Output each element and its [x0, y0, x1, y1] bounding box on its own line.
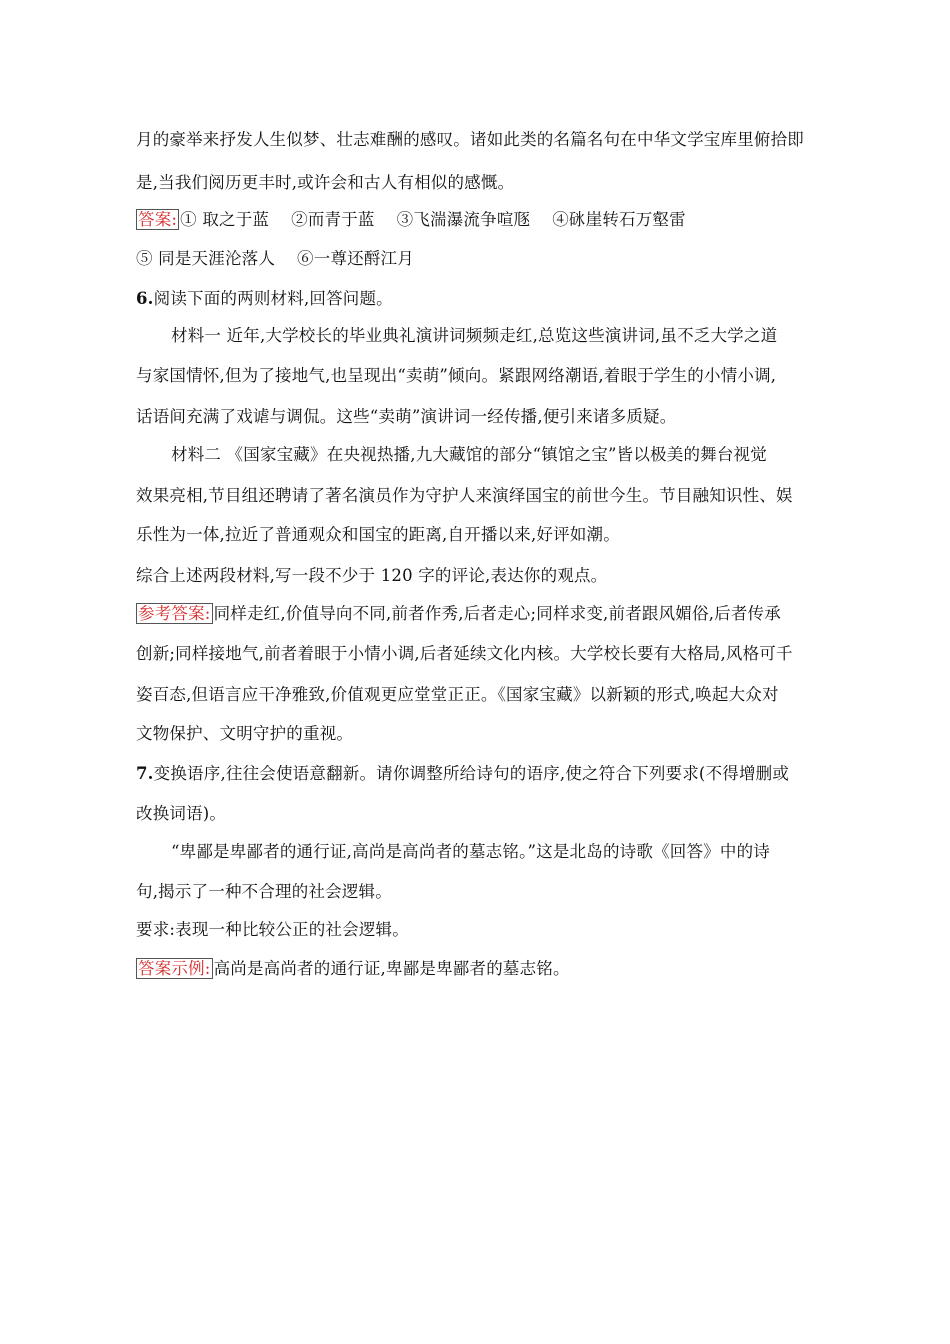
material2-line-2: 效果亮相,节目组还聘请了著名演员作为守护人来演绎国宝的前世今生。节目融知识性、娱: [136, 486, 793, 505]
question-text: 变换语序,往往会使语意翻新。请你调整所给诗句的语序,使之符合下列要求(不得增删或: [153, 764, 790, 783]
material1-line-3: 话语间充满了戏谑与调侃。这些“卖萌”演讲词一经传播,便引来诸多质疑。: [136, 407, 677, 426]
poem-line-2: 句,揭示了一种不合理的社会逻辑。: [136, 882, 392, 901]
q7-answer: [136, 955, 570, 979]
q7-question-line-1: [136, 760, 789, 784]
answer-item-1: ① 取之于蓝: [180, 210, 270, 229]
poem-line-1: “卑鄙是卑鄙者的通行证,高尚是高尚者的墓志铭。”这是北岛的诗歌《回答》中的诗: [171, 842, 770, 861]
q5-answer-line-2: [136, 245, 414, 269]
material1-line-2: 与家国情怀,但为了接地气,也呈现出“卖萌”倾向。紧跟网络潮语,着眼于学生的小情小调,: [136, 366, 777, 385]
q6-prompt: 综合上述两段材料,写一段不少于 120 字的评论,表达你的观点。: [136, 566, 608, 585]
material2-line-1: 材料二 《国家宝藏》在央视热播,九大藏馆的部分“镇馆之宝”皆以极美的舞台视觉: [171, 445, 767, 464]
q6-answer-line-1: [136, 600, 781, 624]
q6-answer-line-2: 创新;同样接地气,前者着眼于小情小调,后者延续文化内核。大学校长要有大格局,风格可千: [136, 644, 793, 663]
q6-question: [136, 285, 393, 309]
answer-item-3: ③飞湍瀑流争喧豗: [396, 210, 531, 229]
question-number: 6.: [136, 289, 154, 308]
answer-item-6: ⑥一尊还酹江月: [297, 249, 414, 268]
answer-item-5: ⑤ 同是天涯沦落人: [136, 249, 276, 268]
answer-example-tag: 答案示例:: [138, 959, 211, 978]
answer-item-4: ④砯崖转石万壑雷: [552, 210, 686, 229]
q7-requirement: 要求:表现一种比较公正的社会逻辑。: [136, 920, 409, 939]
question-text: 阅读下面的两则材料,回答问题。: [153, 289, 393, 308]
q7-question-line-2: 改换词语)。: [136, 804, 227, 823]
material1-line-1: 材料一 近年,大学校长的毕业典礼演讲词频频走红,总览这些演讲词,虽不乏大学之道: [171, 326, 778, 345]
answer-text: 同样走红,价值导向不同,前者作秀,后者走心;同样求变,前者跟风媚俗,后者传承: [213, 604, 781, 623]
answer-tag: 答案:: [138, 210, 178, 229]
intro-line-1: 月的豪举来抒发人生似梦、壮志难酬的感叹。诸如此类的名篇名句在中华文学宝库里俯拾即: [136, 130, 804, 149]
q6-answer-line-3: 姿百态,但语言应干净雅致,价值观更应堂堂正正。《国家宝藏》以新颖的形式,唤起大众对: [136, 685, 779, 704]
q5-answer-line-1: [136, 206, 686, 230]
intro-line-2: 是,当我们阅历更丰时,或许会和古人有相似的感慨。: [136, 173, 515, 192]
question-number: 7.: [136, 764, 154, 783]
reference-answer-tag: 参考答案:: [138, 604, 211, 623]
material2-line-3: 乐性为一体,拉近了普通观众和国宝的距离,自开播以来,好评如潮。: [136, 525, 620, 544]
q6-answer-line-4: 文物保护、文明守护的重视。: [136, 724, 354, 743]
answer-text: 高尚是高尚者的通行证,卑鄙是卑鄙者的墓志铭。: [213, 959, 570, 978]
answer-item-2: ②而青于蓝: [291, 210, 375, 229]
